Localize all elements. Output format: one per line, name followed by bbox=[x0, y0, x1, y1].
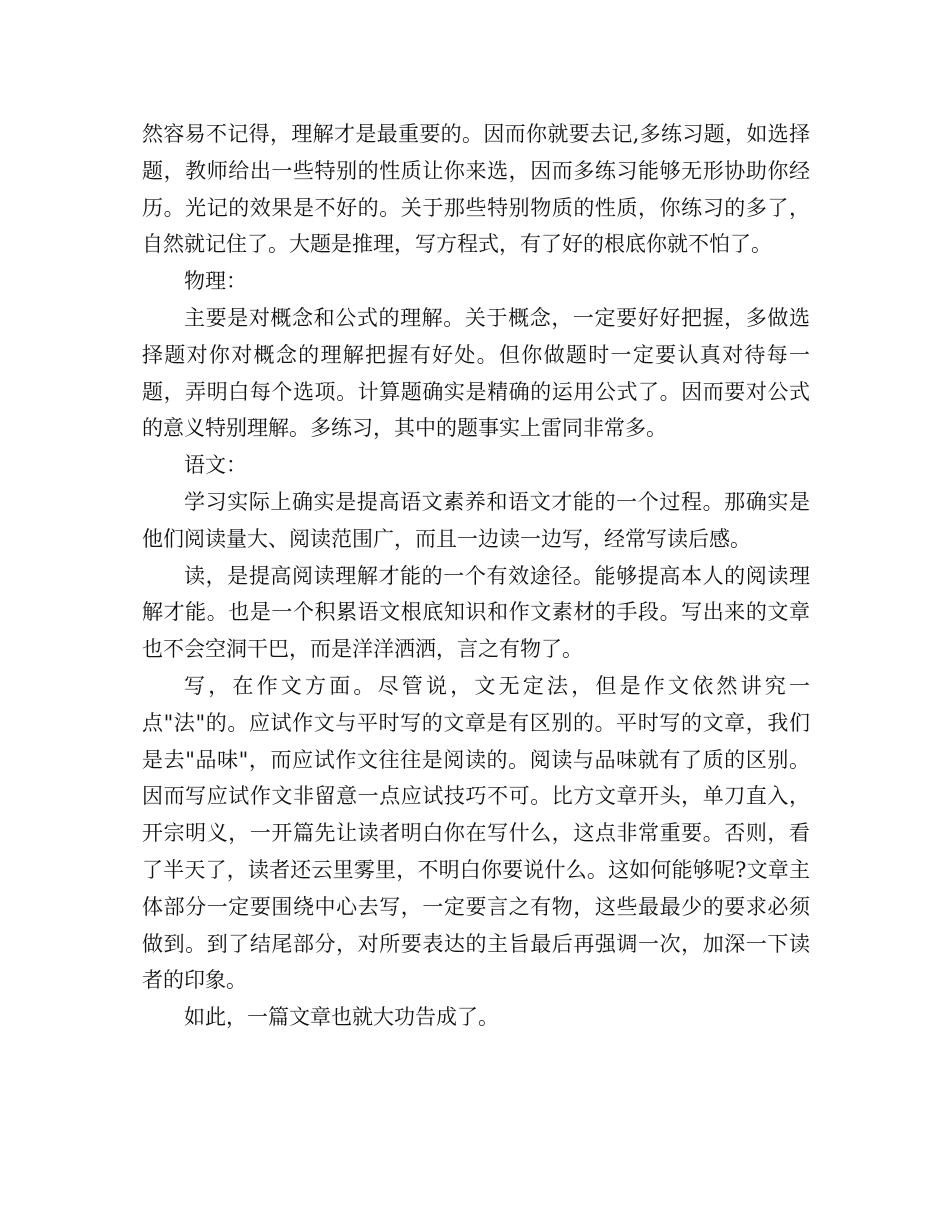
paragraph-physics: 主要是对概念和公式的理解。关于概念，一定要好好把握，多做选择题对你对概念的理解把握有好处。但你做题时一定要认真对待每一题，弄明白每个选项。计算题确实是精确的运用公式了。因而要对公式的意义特别理解。多练习，其中的题事实上雷同非常多。 bbox=[142, 305, 810, 441]
document-body bbox=[142, 116, 810, 1036]
paragraph-chinese-intro: 学习实际上确实是提高语文素养和语文才能的一个过程。那确实是他们阅读量大、阅读范围广，而且一边读一边写，经常写读后感。 bbox=[142, 489, 810, 551]
section-heading-physics: 物理： bbox=[184, 269, 247, 294]
paragraph-conclusion: 如此，一篇文章也就大功告成了。 bbox=[184, 1005, 499, 1030]
section-heading-chinese: 语文： bbox=[184, 453, 247, 478]
paragraph-chemistry-continued: 然容易不记得，理解才是最重要的。因而你就要去记,多练习题，如选择题，教师给出一些特别的性质让你来选，因而多练习能够无形协助你经历。光记的效果是不好的。关于那些特别物质的性质，你练习的多了，自然就记住了。大题是推理，写方程式，有了好的根底你就不怕了。 bbox=[142, 122, 810, 257]
paragraph-reading: 读，是提高阅读理解才能的一个有效途径。能够提高本人的阅读理解才能。也是一个积累语文根底知识和作文素材的手段。写出来的文章也不会空洞干巴，而是洋洋洒洒，言之有物了。 bbox=[142, 563, 810, 662]
paragraph-writing: 写，在作文方面。尽管说，文无定法，但是作文依然讲究一点"法"的。应试作文与平时写的文章是有区别的。平时写的文章，我们是去"品味"，而应试作文往往是阅读的。阅读与品味就有了质的区别。因而写应试作文非留意一点应试技巧不可。比方文章开头，单刀直入，开宗明义，一开篇先让读者明白你在写什么，这点非常重要。否则，看了半天了，读者还云里雾里，不明白你要说什么。这如何能够呢?文章主体部分一定要围绕中心去写，一定要言之有物，这些最最少的要求必须做到。到了结尾部分，对所要表达的主旨最后再强调一次，加深一下读者的印象。 bbox=[142, 673, 810, 993]
